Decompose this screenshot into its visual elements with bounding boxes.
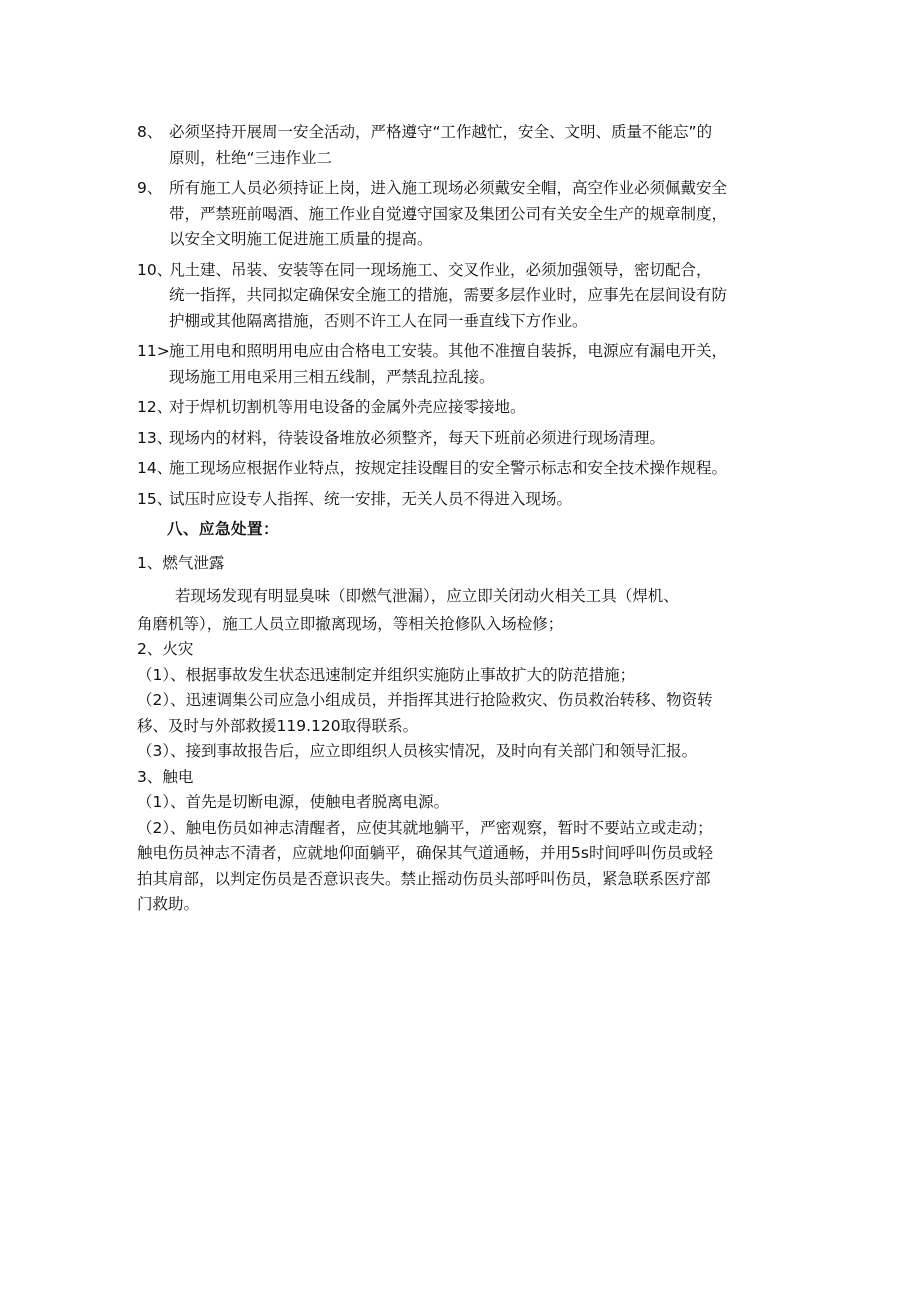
rule-text-line: 原则，杜绝“三违作业二 <box>169 148 333 167</box>
gas-leak-text-line: 若现场发现有明显臭味（即燃气泄漏），应立即关闭动火相关工具（焊机、 <box>175 587 679 605</box>
shock-step-2-line: 拍其肩部，以判定伤员是否意识丧失。禁止摇动伤员头部呼叫伤员，紧急联系医疗部 <box>137 869 711 888</box>
rule-text-line: 带，严禁班前喝酒、施工作业自觉遵守国家及集团公司有关安全生产的规章制度， <box>169 204 728 223</box>
rule-number: 15、 <box>137 489 173 508</box>
document-body <box>137 120 797 918</box>
fire-step-2-line: 移、及时与外部救援119.120取得联系。 <box>137 716 419 735</box>
rule-item-15 <box>137 487 797 513</box>
rule-number: 13、 <box>137 428 173 447</box>
rule-text-line: 统一指挥，共同拟定确保安全施工的措施，需要多层作业时，应事先在层间设有防 <box>169 286 728 304</box>
gas-leak-text-line: 角磨机等），施工人员立即撤离现场，等相关抢修队入场检修； <box>137 614 564 633</box>
subheading-gas-leak: 1、燃气泄露 <box>137 553 225 572</box>
rule-number: 9、 <box>137 179 163 197</box>
rule-number: 10、 <box>137 260 173 279</box>
rule-number: 11> <box>137 342 170 360</box>
rule-text-line: 施工现场应根据作业特点，按规定挂设醒目的安全警示标志和安全技术操作规程。 <box>169 459 728 477</box>
rule-item-11 <box>137 339 797 390</box>
rule-text-line: 试压时应设专人指挥、统一安排，无关人员不得进入现场。 <box>169 489 573 508</box>
shock-step-2-line: （2）、触电伤员如神志清醒者，应使其就地躺平，严密观察，暂时不要站立或走动； <box>137 818 713 837</box>
rule-item-13 <box>137 426 797 452</box>
rule-number: 8、 <box>137 123 163 141</box>
rule-text-line: 护棚或其他隔离措施，否则不许工人在同一垂直线下方作业。 <box>169 311 588 330</box>
rule-text-line: 现场施工用电采用三相五线制，严禁乱拉乱接。 <box>169 367 495 386</box>
rule-item-10 <box>137 258 797 335</box>
rule-text-line: 以安全文明施工促进施工质量的提高。 <box>169 230 433 248</box>
rule-text-line: 对于焊机切割机等用电设备的金属外壳应接零接地。 <box>169 398 526 416</box>
rule-number: 12、 <box>137 398 173 416</box>
rule-item-8 <box>137 120 797 171</box>
shock-step-2-line: 触电伤员神志不清者，应就地仰面躺平，确保其气道通畅，并用5s时间呼叫伤员或轻 <box>137 844 713 862</box>
section-heading-emergency: 八、应急处置： <box>167 520 280 538</box>
subheading-electric-shock: 3、触电 <box>137 767 194 786</box>
shock-step-2-line: 门救助。 <box>137 895 200 913</box>
rule-text-line: 所有施工人员必须持证上岗，进入施工现场必须戴安全帽，高空作业必须佩戴安全 <box>169 179 728 197</box>
rule-number: 14、 <box>137 459 173 477</box>
rule-text-line: 必须坚持开展周一安全活动，严格遵守“工作越忙，安全、文明、质量不能忘”的 <box>169 123 713 141</box>
rule-text-line: 现场内的材料，待装设备堆放必须整齐，每天下班前必须进行现场清理。 <box>169 428 666 447</box>
subheading-fire: 2、火灾 <box>137 640 194 658</box>
rule-item-14 <box>137 456 797 482</box>
rule-item-12 <box>137 395 797 421</box>
rule-item-9 <box>137 176 797 253</box>
shock-step-1: （1）、首先是切断电源，使触电者脱离电源。 <box>137 793 450 811</box>
fire-step-2-line: （2）、迅速调集公司应急小组成员，并指挥其进行抢险救灾、伤员救治转移、物资转 <box>137 691 713 709</box>
fire-step-3: （3）、接到事故报告后，应立即组织人员核实情况，及时向有关部门和领导汇报。 <box>137 742 698 760</box>
rule-text-line: 凡土建、吊装、安装等在同一现场施工、交叉作业，必须加强领导，密切配合， <box>169 260 712 279</box>
rule-text-line: 施工用电和照明用电应由合格电工安装。其他不准擅自装拆，电源应有漏电开关， <box>169 342 728 360</box>
fire-step-1: （1）、根据事故发生状态迅速制定并组织实施防止事故扩大的防范措施； <box>137 665 636 684</box>
